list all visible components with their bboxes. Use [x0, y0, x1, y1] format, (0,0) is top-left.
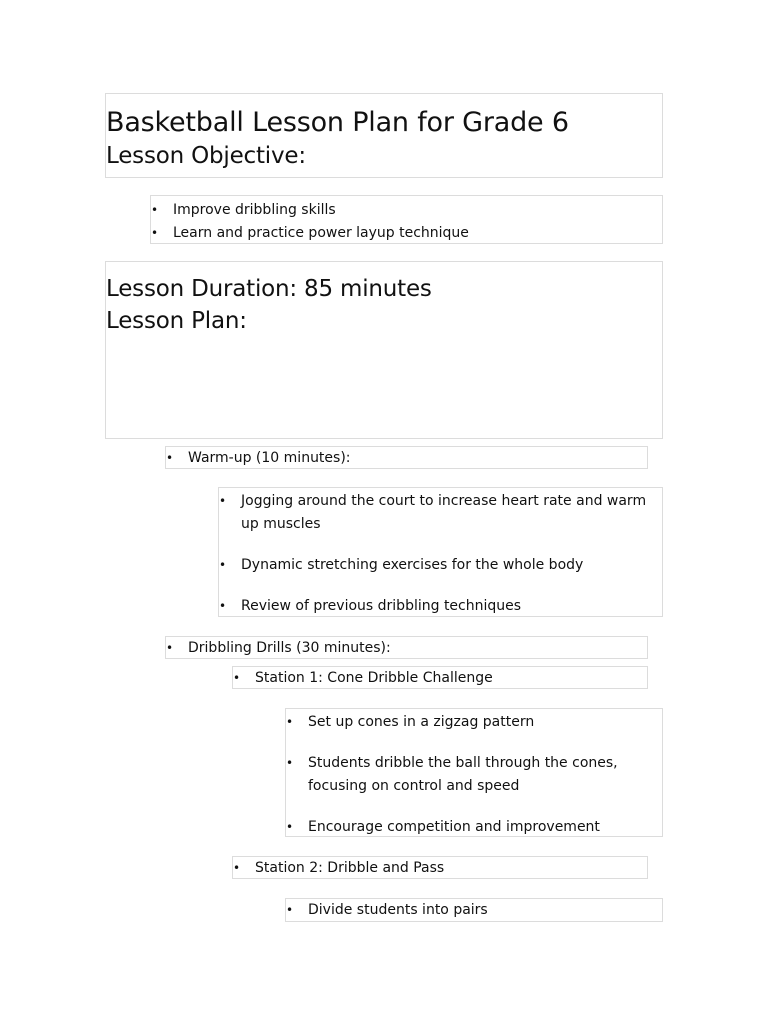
list-item: [166, 447, 647, 470]
list-item: [286, 711, 662, 734]
plan-heading: Lesson Plan:: [106, 308, 247, 334]
list-item: [166, 637, 647, 660]
bullet-icon: •: [286, 715, 294, 729]
station2-label: Station 2: Dribble and Pass: [255, 860, 445, 876]
station1-item-text: Students dribble the ball through the cones, focusing on control and speed: [308, 755, 618, 794]
station1-item-text: Encourage competition and improvement: [308, 819, 600, 835]
bullet-icon: •: [233, 861, 241, 875]
bullet-icon: •: [219, 599, 227, 613]
bullet-icon: •: [233, 671, 241, 685]
list-item: [219, 490, 662, 536]
bullet-icon: •: [219, 494, 227, 508]
duration-section: [105, 261, 663, 439]
drills-label: Dribbling Drills (30 minutes):: [188, 640, 391, 656]
station2-item-text: Divide students into pairs: [308, 902, 488, 918]
list-item: [219, 595, 662, 618]
bullet-icon: •: [286, 820, 294, 834]
bullet-icon: •: [286, 903, 294, 917]
duration-heading: Lesson Duration: 85 minutes: [106, 276, 432, 302]
list-item: [286, 899, 662, 922]
bullet-icon: •: [286, 756, 294, 770]
objective-text: Learn and practice power layup technique: [173, 225, 469, 241]
warmup-item: [165, 446, 648, 469]
station2-sublist: [285, 898, 663, 922]
warmup-label: Warm-up (10 minutes):: [188, 450, 351, 466]
bullet-icon: •: [151, 203, 159, 217]
title-section: [105, 93, 663, 178]
warmup-item-text: Dynamic stretching exercises for the whole body: [241, 557, 584, 573]
station1-sublist: [285, 708, 663, 837]
list-item: [233, 857, 647, 880]
objective-text: Improve dribbling skills: [173, 202, 336, 218]
bullet-icon: •: [219, 558, 227, 572]
objectives-list: [150, 195, 663, 244]
list-item: [151, 222, 662, 245]
objective-heading: Lesson Objective:: [106, 143, 306, 169]
warmup-item-text: Jogging around the court to increase heart rate and warm up muscles: [241, 493, 647, 532]
bullet-icon: •: [166, 641, 174, 655]
list-item: [233, 667, 647, 690]
bullet-icon: •: [166, 451, 174, 465]
warmup-item-text: Review of previous dribbling techniques: [241, 598, 522, 614]
bullet-icon: •: [151, 226, 159, 240]
warmup-sublist: [218, 487, 663, 617]
list-item: [151, 199, 662, 222]
page-title: Basketball Lesson Plan for Grade 6: [106, 107, 569, 138]
station1-item: [232, 666, 648, 689]
station1-label: Station 1: Cone Dribble Challenge: [255, 670, 493, 686]
list-item: [286, 816, 662, 839]
list-item: [286, 752, 662, 798]
station1-item-text: Set up cones in a zigzag pattern: [308, 714, 535, 730]
station2-item: [232, 856, 648, 879]
list-item: [219, 554, 662, 577]
drills-item: [165, 636, 648, 659]
